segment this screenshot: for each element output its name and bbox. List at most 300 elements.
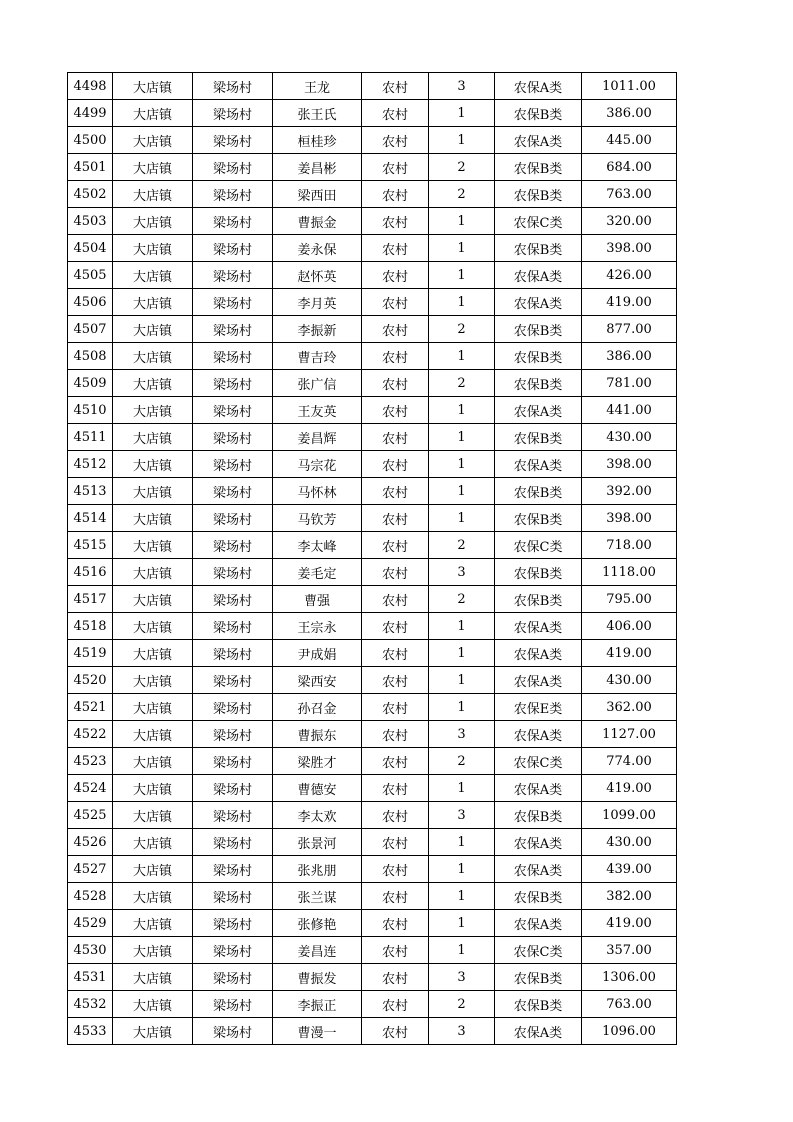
row-number-cell: 4513 <box>68 478 113 505</box>
name-cell: 李太峰 <box>273 532 362 559</box>
category-cell: 农保B类 <box>495 370 582 397</box>
town-cell: 大店镇 <box>113 262 193 289</box>
town-cell: 大店镇 <box>113 613 193 640</box>
category-cell: 农保C类 <box>495 937 582 964</box>
category-cell: 农保B类 <box>495 181 582 208</box>
category-cell: 农保A类 <box>495 73 582 100</box>
table-row <box>68 667 677 694</box>
village-cell: 梁场村 <box>193 478 273 505</box>
household-type-cell: 农村 <box>362 910 429 937</box>
person-count-cell: 1 <box>429 829 495 856</box>
amount-cell: 1099.00 <box>582 802 677 829</box>
person-count-cell: 2 <box>429 316 495 343</box>
village-cell: 梁场村 <box>193 802 273 829</box>
village-cell: 梁场村 <box>193 613 273 640</box>
person-count-cell: 1 <box>429 694 495 721</box>
row-number-cell: 4530 <box>68 937 113 964</box>
amount-cell: 781.00 <box>582 370 677 397</box>
row-number-cell: 4512 <box>68 451 113 478</box>
row-number-cell: 4508 <box>68 343 113 370</box>
amount-cell: 763.00 <box>582 991 677 1018</box>
category-cell: 农保A类 <box>495 397 582 424</box>
category-cell: 农保B类 <box>495 100 582 127</box>
row-number-cell: 4519 <box>68 640 113 667</box>
town-cell: 大店镇 <box>113 451 193 478</box>
table-row <box>68 856 677 883</box>
village-cell: 梁场村 <box>193 829 273 856</box>
category-cell: 农保C类 <box>495 532 582 559</box>
table-row <box>68 181 677 208</box>
person-count-cell: 2 <box>429 532 495 559</box>
village-cell: 梁场村 <box>193 397 273 424</box>
name-cell: 张广信 <box>273 370 362 397</box>
village-cell: 梁场村 <box>193 505 273 532</box>
person-count-cell: 1 <box>429 100 495 127</box>
person-count-cell: 2 <box>429 154 495 181</box>
person-count-cell: 1 <box>429 289 495 316</box>
person-count-cell: 3 <box>429 721 495 748</box>
town-cell: 大店镇 <box>113 154 193 181</box>
category-cell: 农保B类 <box>495 964 582 991</box>
row-number-cell: 4507 <box>68 316 113 343</box>
name-cell: 曹振金 <box>273 208 362 235</box>
person-count-cell: 1 <box>429 208 495 235</box>
amount-cell: 1306.00 <box>582 964 677 991</box>
table-row <box>68 451 677 478</box>
amount-cell: 320.00 <box>582 208 677 235</box>
town-cell: 大店镇 <box>113 100 193 127</box>
row-number-cell: 4527 <box>68 856 113 883</box>
village-cell: 梁场村 <box>193 991 273 1018</box>
household-type-cell: 农村 <box>362 802 429 829</box>
person-count-cell: 1 <box>429 667 495 694</box>
category-cell: 农保E类 <box>495 694 582 721</box>
person-count-cell: 2 <box>429 991 495 1018</box>
town-cell: 大店镇 <box>113 235 193 262</box>
person-count-cell: 3 <box>429 802 495 829</box>
person-count-cell: 1 <box>429 424 495 451</box>
row-number-cell: 4506 <box>68 289 113 316</box>
name-cell: 张兰谋 <box>273 883 362 910</box>
town-cell: 大店镇 <box>113 775 193 802</box>
village-cell: 梁场村 <box>193 559 273 586</box>
town-cell: 大店镇 <box>113 370 193 397</box>
household-type-cell: 农村 <box>362 586 429 613</box>
row-number-cell: 4511 <box>68 424 113 451</box>
household-type-cell: 农村 <box>362 667 429 694</box>
table-row <box>68 937 677 964</box>
category-cell: 农保B类 <box>495 478 582 505</box>
household-type-cell: 农村 <box>362 1018 429 1045</box>
household-type-cell: 农村 <box>362 289 429 316</box>
village-cell: 梁场村 <box>193 451 273 478</box>
name-cell: 曹漫一 <box>273 1018 362 1045</box>
amount-cell: 795.00 <box>582 586 677 613</box>
village-cell: 梁场村 <box>193 208 273 235</box>
person-count-cell: 1 <box>429 478 495 505</box>
table-row <box>68 1018 677 1045</box>
amount-cell: 1011.00 <box>582 73 677 100</box>
household-type-cell: 农村 <box>362 883 429 910</box>
household-type-cell: 农村 <box>362 721 429 748</box>
village-cell: 梁场村 <box>193 856 273 883</box>
row-number-cell: 4500 <box>68 127 113 154</box>
village-cell: 梁场村 <box>193 910 273 937</box>
row-number-cell: 4525 <box>68 802 113 829</box>
category-cell: 农保A类 <box>495 1018 582 1045</box>
town-cell: 大店镇 <box>113 397 193 424</box>
row-number-cell: 4515 <box>68 532 113 559</box>
table-row <box>68 829 677 856</box>
row-number-cell: 4520 <box>68 667 113 694</box>
village-cell: 梁场村 <box>193 262 273 289</box>
name-cell: 李月英 <box>273 289 362 316</box>
category-cell: 农保A类 <box>495 127 582 154</box>
village-cell: 梁场村 <box>193 181 273 208</box>
category-cell: 农保A类 <box>495 721 582 748</box>
town-cell: 大店镇 <box>113 640 193 667</box>
row-number-cell: 4517 <box>68 586 113 613</box>
amount-cell: 1118.00 <box>582 559 677 586</box>
name-cell: 孙召金 <box>273 694 362 721</box>
name-cell: 桓桂珍 <box>273 127 362 154</box>
village-cell: 梁场村 <box>193 154 273 181</box>
row-number-cell: 4524 <box>68 775 113 802</box>
table-row <box>68 883 677 910</box>
table-row <box>68 127 677 154</box>
name-cell: 王龙 <box>273 73 362 100</box>
category-cell: 农保A类 <box>495 613 582 640</box>
category-cell: 农保B类 <box>495 343 582 370</box>
table-row <box>68 505 677 532</box>
person-count-cell: 2 <box>429 370 495 397</box>
table-row <box>68 694 677 721</box>
household-type-cell: 农村 <box>362 370 429 397</box>
amount-cell: 398.00 <box>582 451 677 478</box>
town-cell: 大店镇 <box>113 748 193 775</box>
town-cell: 大店镇 <box>113 316 193 343</box>
category-cell: 农保B类 <box>495 883 582 910</box>
household-type-cell: 农村 <box>362 748 429 775</box>
roster-table <box>67 72 677 1045</box>
name-cell: 李太欢 <box>273 802 362 829</box>
name-cell: 曹强 <box>273 586 362 613</box>
category-cell: 农保A类 <box>495 451 582 478</box>
household-type-cell: 农村 <box>362 73 429 100</box>
person-count-cell: 3 <box>429 1018 495 1045</box>
household-type-cell: 农村 <box>362 181 429 208</box>
village-cell: 梁场村 <box>193 640 273 667</box>
village-cell: 梁场村 <box>193 1018 273 1045</box>
row-number-cell: 4498 <box>68 73 113 100</box>
amount-cell: 763.00 <box>582 181 677 208</box>
town-cell: 大店镇 <box>113 802 193 829</box>
category-cell: 农保B类 <box>495 424 582 451</box>
category-cell: 农保C类 <box>495 208 582 235</box>
row-number-cell: 4522 <box>68 721 113 748</box>
person-count-cell: 1 <box>429 910 495 937</box>
name-cell: 李振正 <box>273 991 362 1018</box>
amount-cell: 430.00 <box>582 829 677 856</box>
name-cell: 姜昌连 <box>273 937 362 964</box>
household-type-cell: 农村 <box>362 829 429 856</box>
category-cell: 农保C类 <box>495 748 582 775</box>
village-cell: 梁场村 <box>193 694 273 721</box>
amount-cell: 357.00 <box>582 937 677 964</box>
person-count-cell: 1 <box>429 127 495 154</box>
person-count-cell: 3 <box>429 559 495 586</box>
row-number-cell: 4505 <box>68 262 113 289</box>
household-type-cell: 农村 <box>362 262 429 289</box>
row-number-cell: 4516 <box>68 559 113 586</box>
amount-cell: 441.00 <box>582 397 677 424</box>
category-cell: 农保A类 <box>495 667 582 694</box>
town-cell: 大店镇 <box>113 910 193 937</box>
table-row <box>68 154 677 181</box>
town-cell: 大店镇 <box>113 883 193 910</box>
household-type-cell: 农村 <box>362 100 429 127</box>
name-cell: 梁西安 <box>273 667 362 694</box>
village-cell: 梁场村 <box>193 73 273 100</box>
row-number-cell: 4518 <box>68 613 113 640</box>
village-cell: 梁场村 <box>193 721 273 748</box>
household-type-cell: 农村 <box>362 235 429 262</box>
table-row <box>68 991 677 1018</box>
row-number-cell: 4514 <box>68 505 113 532</box>
town-cell: 大店镇 <box>113 478 193 505</box>
person-count-cell: 2 <box>429 586 495 613</box>
row-number-cell: 4528 <box>68 883 113 910</box>
row-number-cell: 4533 <box>68 1018 113 1045</box>
amount-cell: 419.00 <box>582 775 677 802</box>
table-row <box>68 235 677 262</box>
town-cell: 大店镇 <box>113 505 193 532</box>
village-cell: 梁场村 <box>193 343 273 370</box>
table-row <box>68 613 677 640</box>
town-cell: 大店镇 <box>113 559 193 586</box>
household-type-cell: 农村 <box>362 424 429 451</box>
category-cell: 农保A类 <box>495 910 582 937</box>
household-type-cell: 农村 <box>362 937 429 964</box>
table-row <box>68 802 677 829</box>
category-cell: 农保B类 <box>495 235 582 262</box>
amount-cell: 386.00 <box>582 343 677 370</box>
person-count-cell: 1 <box>429 856 495 883</box>
amount-cell: 419.00 <box>582 289 677 316</box>
name-cell: 张王氏 <box>273 100 362 127</box>
row-number-cell: 4502 <box>68 181 113 208</box>
village-cell: 梁场村 <box>193 424 273 451</box>
household-type-cell: 农村 <box>362 964 429 991</box>
village-cell: 梁场村 <box>193 937 273 964</box>
name-cell: 赵怀英 <box>273 262 362 289</box>
person-count-cell: 3 <box>429 964 495 991</box>
household-type-cell: 农村 <box>362 640 429 667</box>
row-number-cell: 4529 <box>68 910 113 937</box>
town-cell: 大店镇 <box>113 73 193 100</box>
village-cell: 梁场村 <box>193 748 273 775</box>
amount-cell: 398.00 <box>582 235 677 262</box>
person-count-cell: 1 <box>429 235 495 262</box>
name-cell: 曹振发 <box>273 964 362 991</box>
table-row <box>68 532 677 559</box>
row-number-cell: 4504 <box>68 235 113 262</box>
village-cell: 梁场村 <box>193 775 273 802</box>
household-type-cell: 农村 <box>362 991 429 1018</box>
name-cell: 曹振东 <box>273 721 362 748</box>
person-count-cell: 1 <box>429 613 495 640</box>
amount-cell: 718.00 <box>582 532 677 559</box>
row-number-cell: 4521 <box>68 694 113 721</box>
category-cell: 农保A类 <box>495 856 582 883</box>
town-cell: 大店镇 <box>113 181 193 208</box>
person-count-cell: 1 <box>429 937 495 964</box>
name-cell: 马怀林 <box>273 478 362 505</box>
name-cell: 张修艳 <box>273 910 362 937</box>
town-cell: 大店镇 <box>113 856 193 883</box>
category-cell: 农保A类 <box>495 775 582 802</box>
category-cell: 农保B类 <box>495 991 582 1018</box>
household-type-cell: 农村 <box>362 856 429 883</box>
household-type-cell: 农村 <box>362 397 429 424</box>
town-cell: 大店镇 <box>113 532 193 559</box>
amount-cell: 382.00 <box>582 883 677 910</box>
amount-cell: 430.00 <box>582 424 677 451</box>
amount-cell: 426.00 <box>582 262 677 289</box>
table-row <box>68 73 677 100</box>
person-count-cell: 3 <box>429 73 495 100</box>
person-count-cell: 1 <box>429 505 495 532</box>
town-cell: 大店镇 <box>113 586 193 613</box>
person-count-cell: 1 <box>429 451 495 478</box>
household-type-cell: 农村 <box>362 694 429 721</box>
table-row <box>68 748 677 775</box>
village-cell: 梁场村 <box>193 532 273 559</box>
row-number-cell: 4510 <box>68 397 113 424</box>
row-number-cell: 4503 <box>68 208 113 235</box>
person-count-cell: 1 <box>429 262 495 289</box>
category-cell: 农保B类 <box>495 802 582 829</box>
table-row <box>68 424 677 451</box>
town-cell: 大店镇 <box>113 343 193 370</box>
town-cell: 大店镇 <box>113 208 193 235</box>
person-count-cell: 1 <box>429 640 495 667</box>
name-cell: 张兆朋 <box>273 856 362 883</box>
table-row <box>68 397 677 424</box>
village-cell: 梁场村 <box>193 235 273 262</box>
name-cell: 王宗永 <box>273 613 362 640</box>
village-cell: 梁场村 <box>193 586 273 613</box>
row-number-cell: 4499 <box>68 100 113 127</box>
household-type-cell: 农村 <box>362 505 429 532</box>
amount-cell: 362.00 <box>582 694 677 721</box>
village-cell: 梁场村 <box>193 883 273 910</box>
amount-cell: 877.00 <box>582 316 677 343</box>
village-cell: 梁场村 <box>193 370 273 397</box>
town-cell: 大店镇 <box>113 289 193 316</box>
amount-cell: 1096.00 <box>582 1018 677 1045</box>
village-cell: 梁场村 <box>193 964 273 991</box>
roster-body <box>68 73 677 1045</box>
category-cell: 农保B类 <box>495 505 582 532</box>
row-number-cell: 4526 <box>68 829 113 856</box>
name-cell: 姜永保 <box>273 235 362 262</box>
amount-cell: 386.00 <box>582 100 677 127</box>
household-type-cell: 农村 <box>362 613 429 640</box>
amount-cell: 1127.00 <box>582 721 677 748</box>
row-number-cell: 4523 <box>68 748 113 775</box>
category-cell: 农保A类 <box>495 829 582 856</box>
town-cell: 大店镇 <box>113 424 193 451</box>
table-row <box>68 316 677 343</box>
town-cell: 大店镇 <box>113 694 193 721</box>
town-cell: 大店镇 <box>113 991 193 1018</box>
name-cell: 曹德安 <box>273 775 362 802</box>
person-count-cell: 1 <box>429 775 495 802</box>
table-row <box>68 910 677 937</box>
table-row <box>68 640 677 667</box>
table-row <box>68 208 677 235</box>
table-row <box>68 478 677 505</box>
household-type-cell: 农村 <box>362 127 429 154</box>
amount-cell: 439.00 <box>582 856 677 883</box>
person-count-cell: 1 <box>429 397 495 424</box>
table-row <box>68 343 677 370</box>
table-row <box>68 721 677 748</box>
person-count-cell: 1 <box>429 883 495 910</box>
table-row <box>68 964 677 991</box>
town-cell: 大店镇 <box>113 1018 193 1045</box>
town-cell: 大店镇 <box>113 937 193 964</box>
town-cell: 大店镇 <box>113 721 193 748</box>
village-cell: 梁场村 <box>193 289 273 316</box>
table-row <box>68 289 677 316</box>
household-type-cell: 农村 <box>362 559 429 586</box>
household-type-cell: 农村 <box>362 532 429 559</box>
table-row <box>68 262 677 289</box>
household-type-cell: 农村 <box>362 451 429 478</box>
table-row <box>68 100 677 127</box>
name-cell: 姜毛定 <box>273 559 362 586</box>
town-cell: 大店镇 <box>113 667 193 694</box>
name-cell: 马宗花 <box>273 451 362 478</box>
household-type-cell: 农村 <box>362 775 429 802</box>
row-number-cell: 4509 <box>68 370 113 397</box>
household-type-cell: 农村 <box>362 208 429 235</box>
category-cell: 农保B类 <box>495 154 582 181</box>
amount-cell: 406.00 <box>582 613 677 640</box>
village-cell: 梁场村 <box>193 100 273 127</box>
name-cell: 曹吉玲 <box>273 343 362 370</box>
name-cell: 尹成娟 <box>273 640 362 667</box>
amount-cell: 392.00 <box>582 478 677 505</box>
person-count-cell: 2 <box>429 181 495 208</box>
village-cell: 梁场村 <box>193 316 273 343</box>
row-number-cell: 4532 <box>68 991 113 1018</box>
village-cell: 梁场村 <box>193 127 273 154</box>
town-cell: 大店镇 <box>113 964 193 991</box>
name-cell: 梁胜才 <box>273 748 362 775</box>
name-cell: 姜昌辉 <box>273 424 362 451</box>
amount-cell: 774.00 <box>582 748 677 775</box>
table-row <box>68 586 677 613</box>
category-cell: 农保B类 <box>495 316 582 343</box>
category-cell: 农保B类 <box>495 586 582 613</box>
amount-cell: 430.00 <box>582 667 677 694</box>
category-cell: 农保A类 <box>495 289 582 316</box>
person-count-cell: 1 <box>429 343 495 370</box>
household-type-cell: 农村 <box>362 316 429 343</box>
